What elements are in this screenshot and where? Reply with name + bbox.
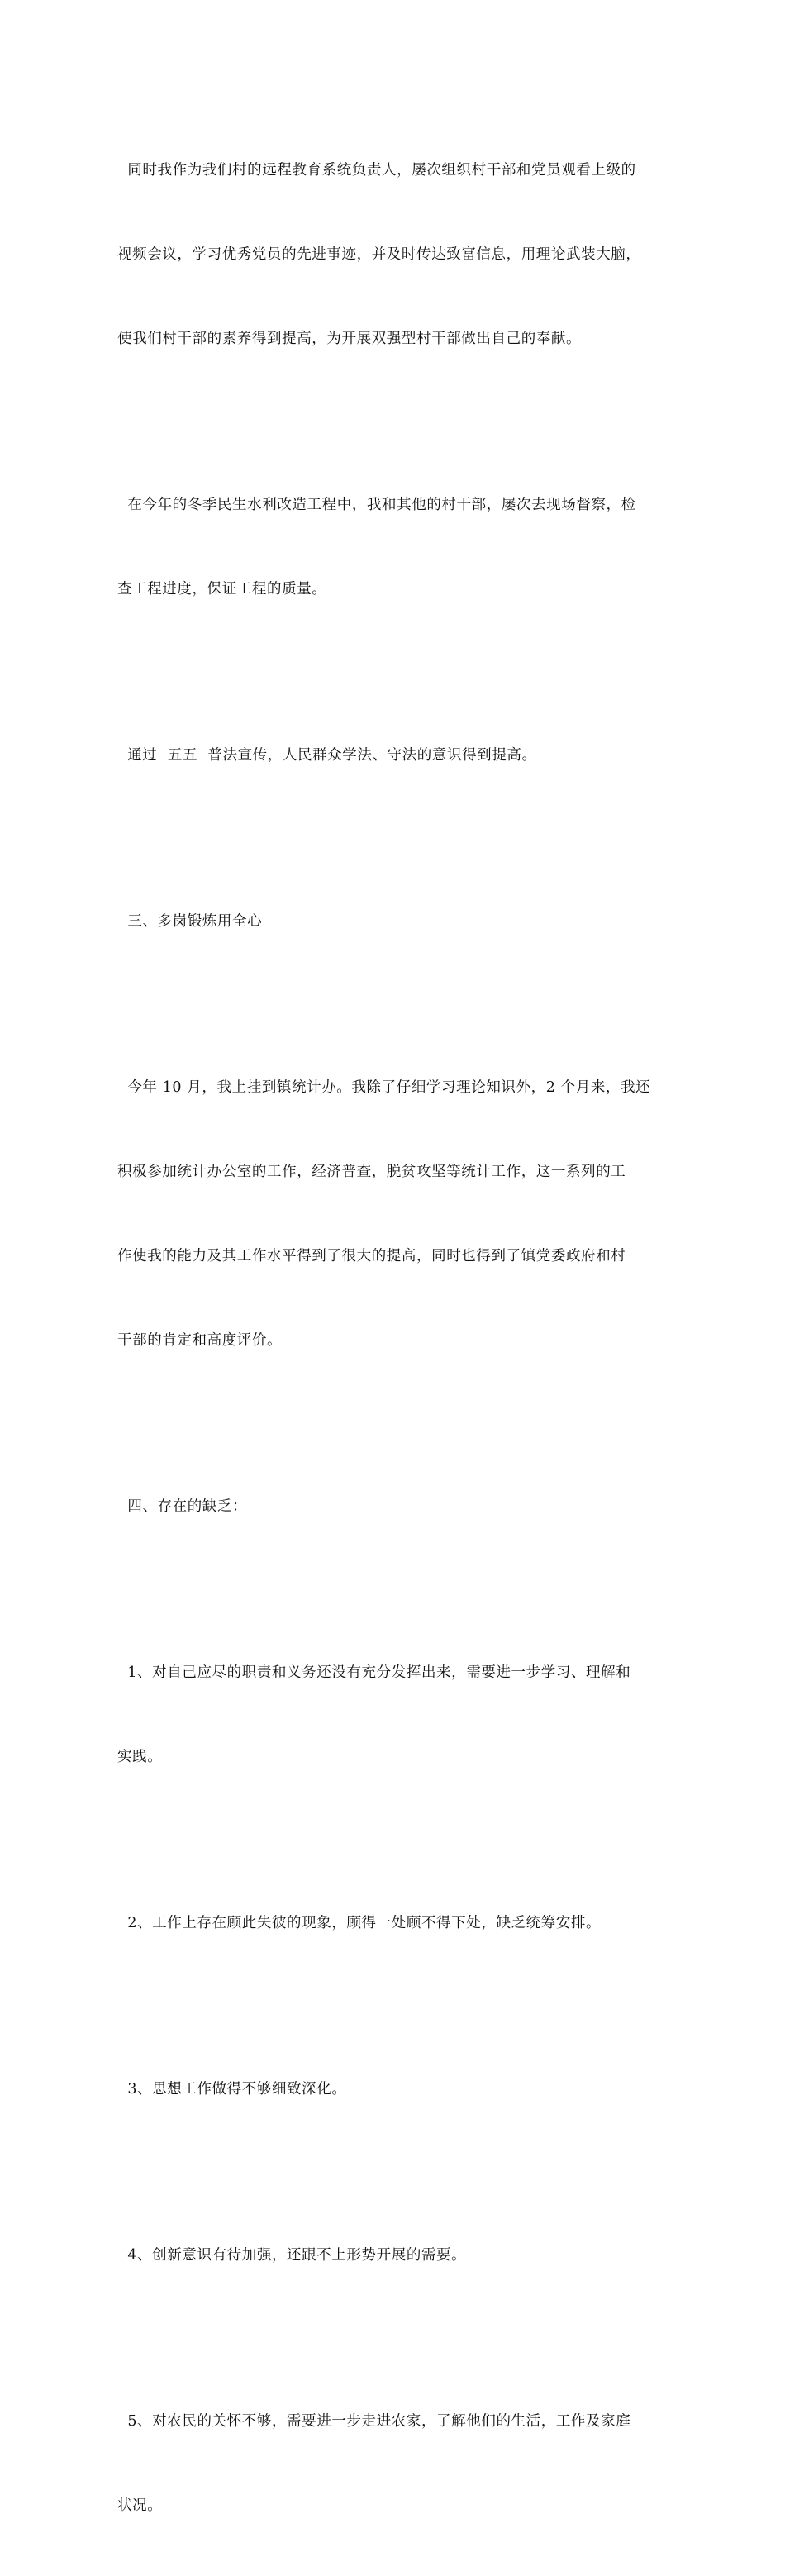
text-line: 作使我的能力及其工作水平得到了很大的提高，同时也得到了镇党委政府和村 <box>117 1248 626 1264</box>
heading-line: 三、多岗锻炼用全心 <box>117 913 263 930</box>
text-line: 3、思想工作做得不够细致深化。 <box>117 2081 347 2097</box>
text-line: 1、对自己应尽的职责和义务还没有充分发挥出来，需要进一步学习、理解和 <box>117 1664 631 1681</box>
heading-line: 四、存在的缺乏： <box>117 1498 248 1515</box>
text-line: 同时我作为我们村的远程教育系统负责人，屡次组织村干部和党员观看上级的 <box>117 162 636 179</box>
section-heading-four <box>117 1436 669 1577</box>
list-item-2 <box>117 1853 669 1993</box>
list-item-3 <box>117 2019 669 2159</box>
text-line: 状况。 <box>117 2497 163 2514</box>
paragraph-law-publicity <box>117 685 669 826</box>
paragraph-remote-education <box>117 100 669 409</box>
text-line: 4、创新意识有待加强，还跟不上形势开展的需要。 <box>117 2247 467 2264</box>
paragraph-water-project <box>117 435 669 659</box>
list-item-5 <box>117 2351 669 2576</box>
text-line: 视频会议，学习优秀党员的先进事迹，并及时传达致富信息，用理论武装大脑， <box>117 246 641 263</box>
text-line: 查工程进度，保证工程的质量。 <box>117 581 327 598</box>
text-line: 通过 五五 普法宣传，人民群众学法、守法的意识得到提高。 <box>117 747 537 764</box>
text-line: 今年 10 月，我上挂到镇统计办。我除了仔细学习理论知识外，2 个月来，我还 <box>117 1079 651 1096</box>
text-line: 使我们村干部的素养得到提高，为开展双强型村干部做出自己的奉献。 <box>117 331 582 347</box>
list-item-1 <box>117 1602 669 1827</box>
list-item-4 <box>117 2185 669 2326</box>
text-line: 积极参加统计办公室的工作，经济普查，脱贫攻坚等统计工作，这一系列的工 <box>117 1164 626 1180</box>
text-line: 2、工作上存在顾此失彼的现象，顾得一处顾不得下处，缺乏统筹安排。 <box>117 1915 602 1931</box>
paragraph-statistics-office <box>117 1017 669 1411</box>
text-line: 实践。 <box>117 1749 163 1765</box>
text-line: 干部的肯定和高度评价。 <box>117 1332 283 1349</box>
section-heading-three <box>117 851 669 992</box>
document-body <box>117 100 669 2576</box>
text-line: 在今年的冬季民生水利改造工程中，我和其他的村干部，屡次去现场督察，检 <box>117 497 636 513</box>
text-line: 5、对农民的关怀不够，需要进一步走进农家，了解他们的生活，工作及家庭 <box>117 2413 631 2430</box>
